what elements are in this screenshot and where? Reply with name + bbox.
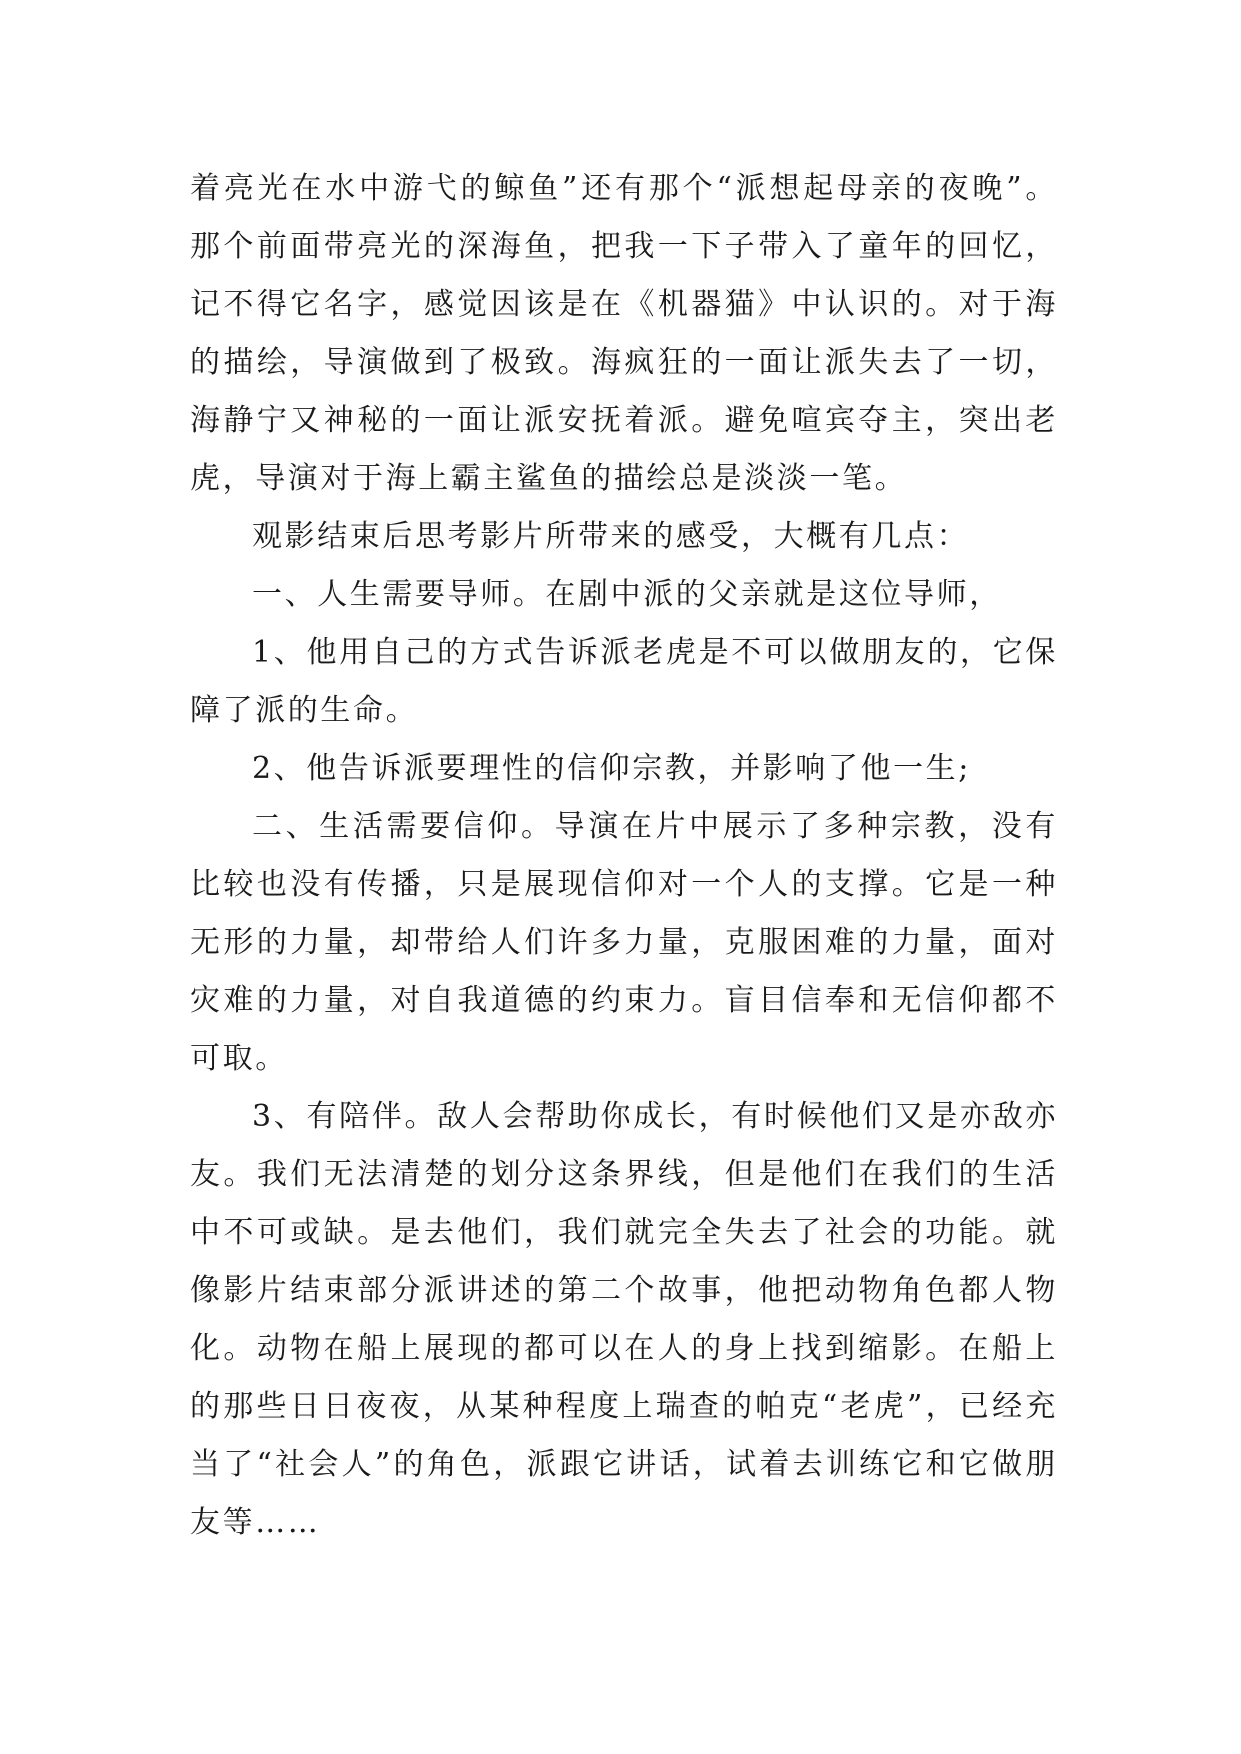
document-body	[190, 160, 1058, 1552]
paragraph-1: 着亮光在水中游弋的鲸鱼”还有那个“派想起母亲的夜晚”。那个前面带亮光的深海鱼，把我一下子带入了童年的回忆，记不得它名字，感觉因该是在《机器猫》中认识的。对于海的描绘，导演做到了极致。海疯狂的一面让派失去了一切，海静宁又神秘的一面让派安抚着派。避免喧宾夺主，突出老虎，导演对于海上霸主鲨鱼的描绘总是淡淡一笔。	[190, 171, 1058, 496]
paragraph-7: 3、有陪伴。敌人会帮助你成长，有时候他们又是亦敌亦友。我们无法清楚的划分这条界线，但是他们在我们的生活中不可或缺。是去他们，我们就完全失去了社会的功能。就像影片结束部分派讲述的第二个故事，他把动物角色都人物化。动物在船上展现的都可以在人的身上找到缩影。在船上的那些日日夜夜，从某种程度上瑞查的帕克“老虎”，已经充当了“社会人”的角色，派跟它讲话，试着去训练它和它做朋友等……	[190, 1099, 1058, 1540]
paragraph-3: 一、人生需要导师。在剧中派的父亲就是这位导师，	[252, 577, 1002, 612]
paragraph-4: 1、他用自己的方式告诉派老虎是不可以做朋友的，它保障了派的生命。	[190, 635, 1058, 728]
paragraph-2: 观影结束后思考影片所带来的感受，大概有几点：	[252, 519, 970, 554]
paragraph-6: 二、生活需要信仰。导演在片中展示了多种宗教，没有比较也没有传播，只是展现信仰对一个人的支撑。它是一种无形的力量，却带给人们许多力量，克服困难的力量，面对灾难的力量，对自我道德的约束力。盲目信奉和无信仰都不可取。	[190, 809, 1058, 1076]
paragraph-5: 2、他告诉派要理性的信仰宗教，并影响了他一生;	[252, 751, 971, 786]
